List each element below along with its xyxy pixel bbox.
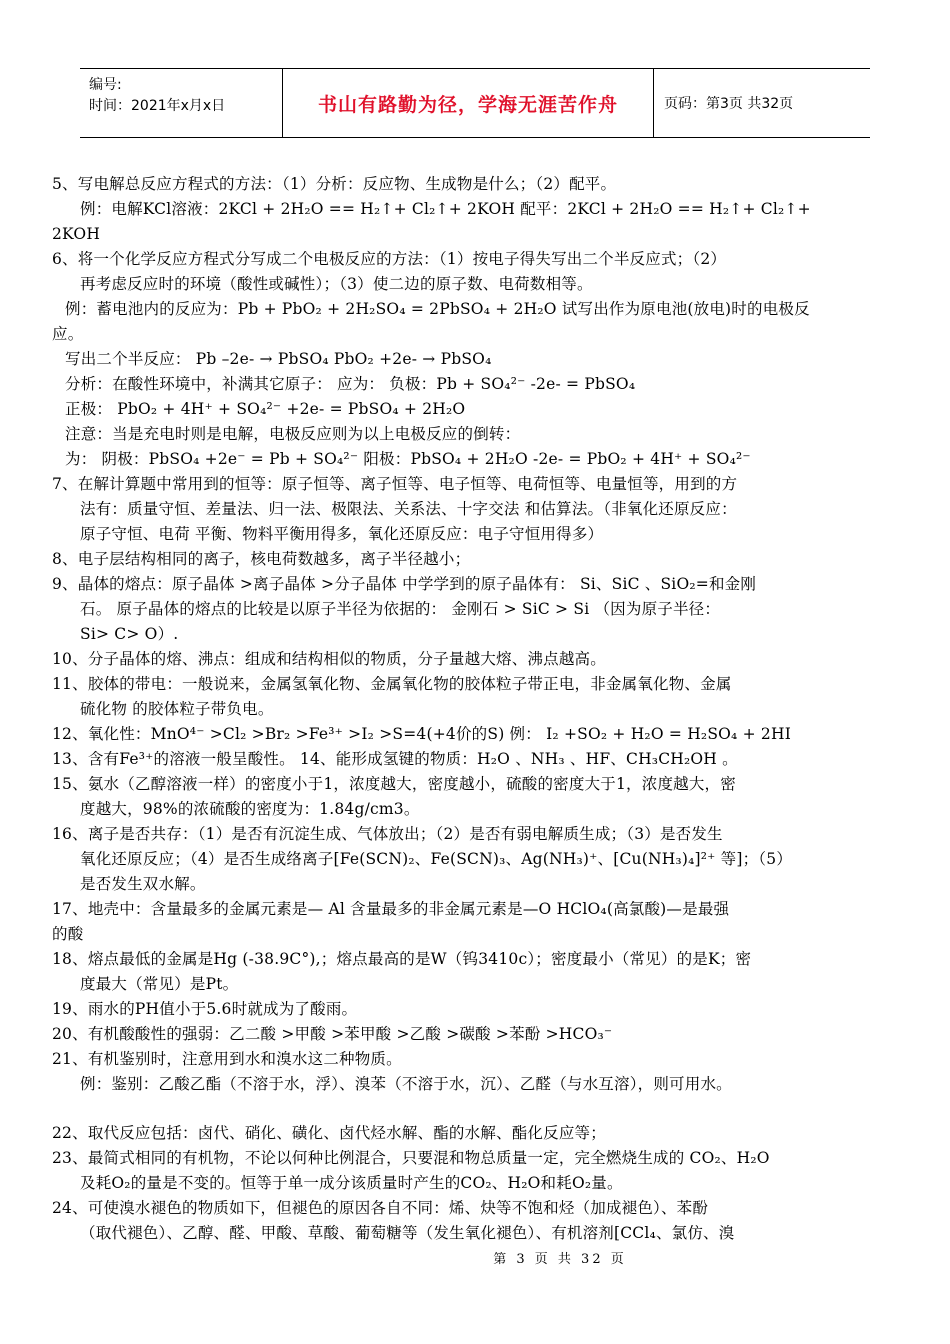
page-header: [80, 68, 870, 138]
text-line: 度最大（常见）是Pt。: [80, 975, 239, 993]
text-line: 分析：在酸性环境中，补满其它原子： 应为： 负极：Pb + SO₄²⁻ -2e- = PbSO₄: [65, 375, 636, 393]
text-line: 硫化物 的胶体粒子带负电。: [80, 700, 274, 718]
document-date: 时间：2021年x月x日: [89, 98, 226, 114]
text-line: 原子守恒、电荷 平衡、物料平衡用得多，氧化还原反应：电子守恒用得多）: [80, 525, 604, 543]
text-line: 6、将一个化学反应方程式分写成二个电极反应的方法：（1）按电子得失写出二个半反应式；（2）: [52, 250, 727, 268]
text-line: 10、分子晶体的熔、沸点：组成和结构相似的物质，分子量越大熔、沸点越高。: [52, 650, 606, 668]
text-line: 写出二个半反应： Pb –2e- → PbSO₄ PbO₂ +2e- → PbSO₄: [65, 350, 492, 368]
text-line: 11、胶体的带电：一般说来，金属氢氧化物、金属氧化物的胶体粒子带正电，非金属氧化物、金属: [52, 675, 732, 693]
text-line: 17、地壳中：含量最多的金属元素是— Al 含量最多的非金属元素是—O HClO₄(高氯酸)—是最强: [52, 900, 730, 918]
text-line: 法有：质量守恒、差量法、归一法、极限法、关系法、十字交法 和估算法。（非氧化还原反应：: [80, 500, 737, 518]
text-line: 氧化还原反应；（4）是否生成络离子[Fe(SCN)₂、Fe(SCN)₃、Ag(NH₃)⁺、[Cu(NH₃)₄]²⁺ 等]；（5）: [80, 850, 793, 868]
text-line: 例：电解KCl溶液：2KCl + 2H₂O == H₂↑+ Cl₂↑+ 2KOH 配平：2KCl + 2H₂O == H₂↑+ Cl₂↑+: [80, 200, 811, 218]
text-line: 19、雨水的PH值小于5.6时就成为了酸雨。: [52, 1000, 358, 1018]
header-meta: [80, 69, 282, 137]
text-line: 石。 原子晶体的熔点的比较是以原子半径为依据的： 金刚石 > SiC > Si （因为原子半径：: [80, 600, 721, 618]
text-line: Si> C> O）.: [80, 625, 179, 643]
text-line: 再考虑反应时的环境（酸性或碱性）；（3）使二边的原子数、电荷数相等。: [80, 275, 593, 293]
text-line: 为： 阴极：PbSO₄ +2e⁻ = Pb + SO₄²⁻ 阳极：PbSO₄ + 2H₂O -2e- = PbO₂ + 4H⁺ + SO₄²⁻: [65, 450, 751, 468]
text-line: 的酸: [52, 925, 84, 943]
text-line: 13、含有Fe³⁺的溶液一般呈酸性。 14、能形成氢键的物质：H₂O 、NH₃ 、HF、CH₃CH₂OH 。: [52, 750, 738, 768]
text-line: 例：蓄电池内的反应为：Pb + PbO₂ + 2H₂SO₄ = 2PbSO₄ + 2H₂O 试写出作为原电池(放电)时的电极反: [65, 300, 810, 318]
document-number-label: 编号:: [89, 77, 122, 93]
text-line: 22、取代反应包括：卤代、硝化、磺化、卤代烃水解、酯的水解、酯化反应等；: [52, 1124, 606, 1142]
text-line: 18、熔点最低的金属是Hg (-38.9C°),；熔点最高的是W（钨3410c）；密度最小（常见）的是K；密: [52, 950, 752, 968]
text-line: 7、在解计算题中常用到的恒等：原子恒等、离子恒等、电子恒等、电荷恒等、电量恒等，用到的方: [52, 475, 738, 493]
text-line: 2KOH: [52, 225, 101, 243]
text-line: 21、有机鉴别时，注意用到水和溴水这二种物质。: [52, 1050, 402, 1068]
text-line: 9、晶体的熔点：原子晶体 >离子晶体 >分子晶体 中学学到的原子晶体有： Si、SiC 、SiO₂=和金刚: [52, 575, 757, 593]
text-line: 24、可使溴水褪色的物质如下，但褪色的原因各自不同：烯、炔等不饱和烃（加成褪色）、苯酚: [52, 1199, 709, 1217]
page-footer: [0, 1248, 950, 1267]
text-line: 23、最简式相同的有机物，不论以何种比例混合，只要混和物总质量一定，完全燃烧生成的 CO₂、H₂O: [52, 1149, 770, 1167]
header-page-info: 页码：第3页 共32页: [664, 96, 794, 112]
text-line: （取代褪色）、乙醇、醛、甲酸、草酸、葡萄糖等（发生氧化褪色）、有机溶剂[CCl₄、氯仿、溴: [80, 1224, 735, 1242]
text-line: 15、氨水（乙醇溶液一样）的密度小于1，浓度越大，密度越小，硫酸的密度大于1，浓度越大，密: [52, 775, 736, 793]
text-line: 16、离子是否共存：（1）是否有沉淀生成、气体放出；（2）是否有弱电解质生成；（3）是否发生: [52, 825, 723, 843]
document-body: [52, 172, 902, 1246]
header-motto: 书山有路勤为径，学海无涯苦作舟: [282, 69, 654, 137]
footer-page-number: 第 3 页 共 32 页: [493, 1252, 627, 1267]
text-line: 是否发生双水解。: [80, 875, 206, 893]
text-line: 8、电子层结构相同的离子，核电荷数越多，离子半径越小；: [52, 550, 471, 568]
text-line: 12、氧化性：MnO⁴⁻ >Cl₂ >Br₂ >Fe³⁺ >I₂ >S=4(+4价的S) 例： I₂ +SO₂ + H₂O = H₂SO₄ + 2HI: [52, 725, 792, 743]
text-line: 应。: [52, 325, 84, 343]
text-line: 20、有机酸酸性的强弱：乙二酸 >甲酸 >苯甲酸 >乙酸 >碳酸 >苯酚 >HCO₃⁻: [52, 1025, 613, 1043]
text-line: 度越大，98%的浓硫酸的密度为：1.84g/cm3。: [80, 800, 420, 818]
text-line: 例：鉴别：乙酸乙酯（不溶于水，浮）、溴苯（不溶于水，沉）、乙醛（与水互溶），则可用水。: [80, 1075, 732, 1093]
text-line: 注意：当是充电时则是电解，电极反应则为以上电极反应的倒转：: [65, 425, 521, 443]
text-line: 及耗O₂的量是不变的。恒等于单一成分该质量时产生的CO₂、H₂O和耗O₂量。: [80, 1174, 623, 1192]
blank-line: [52, 1097, 902, 1121]
text-line: 5、写电解总反应方程式的方法：（1）分析：反应物、生成物是什么；（2）配平。: [52, 175, 617, 193]
text-line: 正极： PbO₂ + 4H⁺ + SO₄²⁻ +2e- = PbSO₄ + 2H₂O: [65, 400, 466, 418]
